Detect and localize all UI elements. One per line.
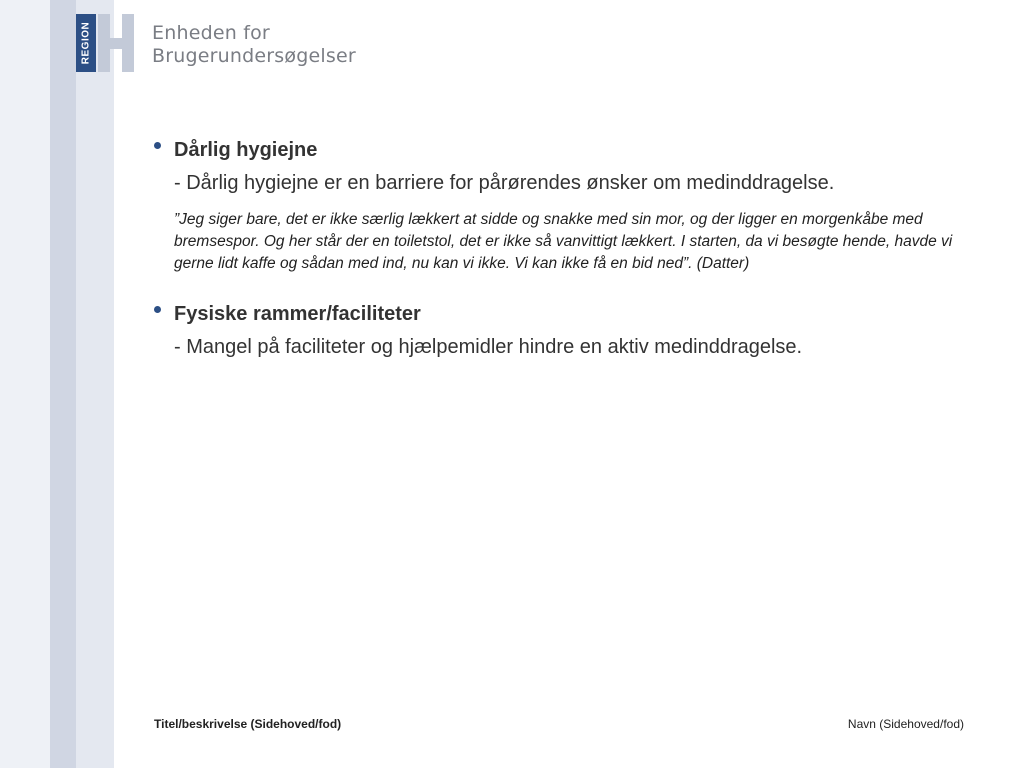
section-facilities: [152, 303, 972, 359]
logo-bar: [76, 14, 96, 72]
org-name-line-1: Enheden for: [152, 22, 270, 44]
left-stripe-light: [0, 0, 50, 768]
bullet-dot-icon: [154, 142, 161, 149]
bullet-dot-icon: [154, 306, 161, 313]
section-heading: Dårlig hygiejne: [174, 139, 318, 161]
bullet-item-hygiene: [152, 139, 972, 165]
footer-name: Navn (Sidehoved/fod): [847, 717, 964, 731]
left-stripe-pale: [76, 0, 114, 768]
org-name-line-2: Brugerundersøgelser: [152, 45, 356, 67]
org-name: [152, 22, 356, 68]
bullet-item-facilities: [152, 303, 972, 329]
logo-h-mark: [98, 14, 134, 72]
logo-text: REGION: [80, 21, 92, 65]
section-heading: Fysiske rammer/faciliteter: [174, 303, 421, 325]
region-logo: [76, 14, 134, 74]
left-stripe-mid: [50, 0, 76, 768]
section-text: - Mangel på faciliteter og hjælpemidler hindre en aktiv medinddragelse.: [174, 336, 803, 358]
section-text: - Dårlig hygiejne er en barriere for pårørendes ønsker om medinddragelse.: [174, 172, 835, 194]
footer-title: Titel/beskrivelse (Sidehoved/fod): [154, 717, 342, 731]
section-hygiene: [152, 139, 972, 275]
section-quote: ”Jeg siger bare, det er ikke særlig lækkert at sidde og snakke med sin mor, og der ligger en morgenkåbe med bremsespor. Og her står der en toiletstol, det er ikke så vanvittigt lækkert. I starten, da vi besøgte hende, havde vi gerne lidt kaffe og sådan med ind, nu kan vi ikke. Vi kan ikke få en bid ned”. (Datter): [174, 211, 953, 272]
